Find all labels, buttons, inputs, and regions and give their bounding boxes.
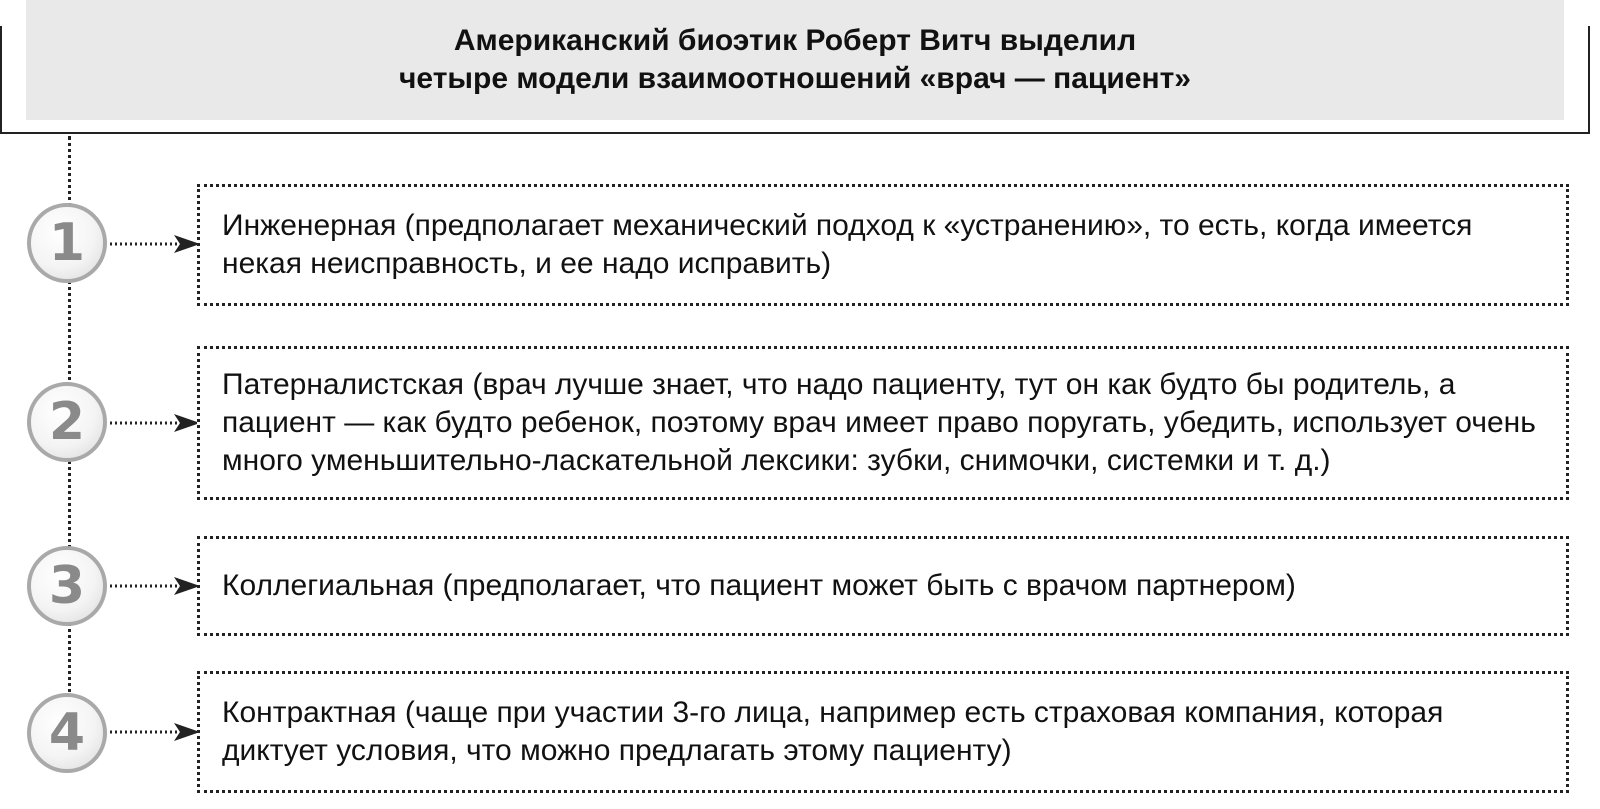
model-3-box <box>197 536 1569 636</box>
model-4-text: Контрактная (чаще при участии 3-го лица, например есть страховая компания, которая диктует условия, что можно предлагать этому пациенту) <box>222 696 1444 767</box>
model-3-arrow <box>108 576 200 596</box>
model-4-number-badge: 4 <box>27 693 107 773</box>
model-3-number-badge: 3 <box>27 546 107 626</box>
model-4-arrow <box>108 722 200 742</box>
model-2-arrow <box>108 413 200 433</box>
diagram-title: Американский биоэтик Роберт Витч выделил четыре модели взаимоотношений «врач — пациент» <box>399 24 1191 95</box>
model-2-number-badge: 2 <box>27 382 107 462</box>
model-3-text: Коллегиальная (предполагает, что пациент может быть с врачом партнером) <box>222 569 1296 602</box>
model-1-arrow <box>108 234 200 254</box>
title-banner <box>26 0 1564 120</box>
model-1-box <box>197 184 1569 306</box>
model-2-text: Патерналистская (врач лучше знает, что надо пациенту, тут он как будто бы родитель, а пациент — как будто ребенок, поэтому врач имеет право поругать, убедить, использует очень много уменьшительно-ласкательной лексики: зубки, снимочки, системки и т. д.) <box>222 368 1536 477</box>
model-1-number-badge: 1 <box>27 203 107 283</box>
model-1-text: Инженерная (предполагает механический подход к «устранению», то есть, когда имеется некая неисправность, и ее надо исправить) <box>222 209 1473 280</box>
model-4-box <box>197 671 1569 793</box>
model-2-box <box>197 346 1569 500</box>
